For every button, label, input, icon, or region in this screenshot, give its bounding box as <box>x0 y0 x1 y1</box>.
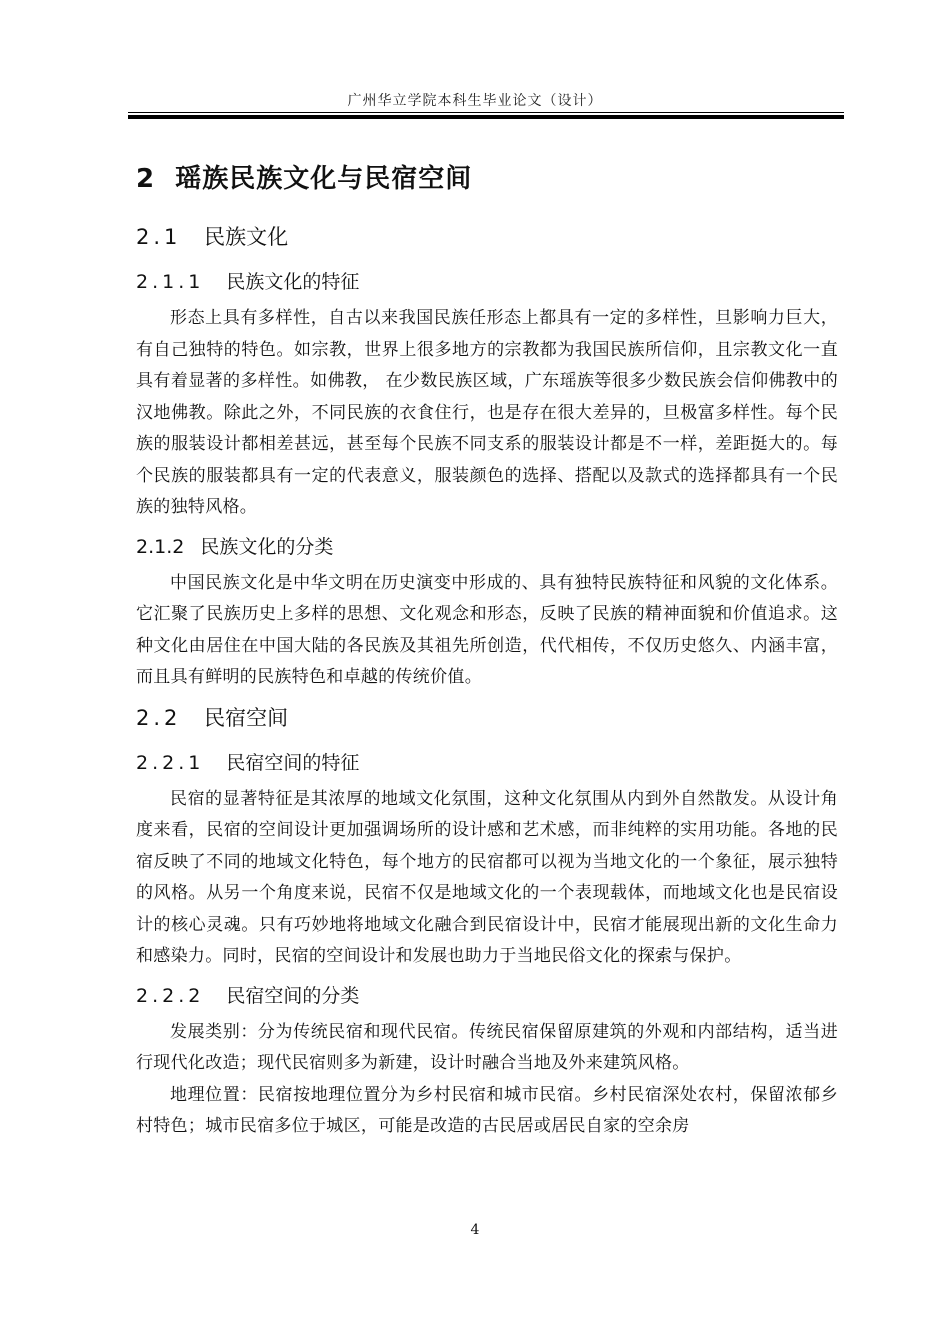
paragraph: 发展类别：分为传统民宿和现代民宿。传统民宿保留原建筑的外观和内部结构，适当进行现代化改造；现代民宿则多为新建，设计时融合当地及外来建筑风格。 <box>136 1021 838 1073</box>
page-body <box>136 155 838 1143</box>
paragraph: 地理位置：民宿按地理位置分为乡村民宿和城市民宿。乡村民宿深处农村，保留浓郁乡村特色；城市民宿多位于城区，可能是改造的古民居或居民自家的空余房 <box>136 1084 838 1136</box>
section-title: 民族文化 <box>204 225 289 249</box>
section-heading-2-2 <box>136 700 838 736</box>
section-title: 民宿空间 <box>204 705 289 730</box>
subsection-title: 民族文化的分类 <box>200 535 334 558</box>
subsection-title: 民宿空间的分类 <box>226 984 360 1007</box>
chapter-title: 瑶族民族文化与民宿空间 <box>175 164 473 194</box>
chapter-number: 2 <box>136 164 156 194</box>
page-number: 4 <box>470 1222 480 1238</box>
subsection-number: 2.2.2 <box>136 984 205 1007</box>
paragraph: 民宿的显著特征是其浓厚的地域文化氛围，这种文化氛围从内到外自然散发。从设计角度来看，民宿的空间设计更加强调场所的设计感和艺术感，而非纯粹的实用功能。各地的民宿反映了不同的地域文化特色，每个地方的民宿都可以视为当地文化的一个象征，展示独特的风格。从另一个角度来说，民宿不仅是地域文化的一个表现载体，而地域文化也是民宿设计的核心灵魂。只有巧妙地将地域文化融合到民宿设计中，民宿才能展现出新的文化生命力和感染力。同时，民宿的空间设计和发展也助力于当地民俗文化的探索与保护。 <box>136 788 838 966</box>
paragraph: 形态上具有多样性，自古以来我国民族任形态上都具有一定的多样性，旦影响力巨大，有自己独特的特色。如宗教，世界上很多地方的宗教都为我国民族所信仰，且宗教文化一直具有着显著的多样性。如佛教， 在少数民族区域，广东瑶族等很多少数民族会信仰佛教中的汉地佛教。除此之外，不同民族的衣食住行，也是存在很大差异的，旦极富多样性。每个民族的服装设计都相差甚远，甚至每个民族不同支系的服装设计都是不一样，差距挺大的。每个民族的服装都具有一定的代表意义，服装颜色的选择、搭配以及款式的选择都具有一个民族的独特风格。 <box>136 308 838 517</box>
subsection-title: 民宿空间的特征 <box>226 751 360 774</box>
subsection-heading-2-2-2 <box>136 979 838 1013</box>
header-rule-thick <box>128 115 844 119</box>
subsection-number: 2.2.1 <box>136 751 205 774</box>
section-number: 2.2 <box>136 705 182 730</box>
running-header: 广州华立学院本科生毕业论文（设计） <box>347 93 603 109</box>
subsection-title: 民族文化的特征 <box>226 271 360 293</box>
paragraph: 中国民族文化是中华文明在历史演变中形成的、具有独特民族特征和风貌的文化体系。它汇聚了民族历史上多样的思想、文化观念和形态，反映了民族的精神面貌和价值追求。这种文化由居住在中国大陆的各民族及其祖先所创造，代代相传，不仅历史悠久、内涵丰富，而且具有鲜明的民族特色和卓越的传统价值。 <box>136 572 838 687</box>
subsection-heading-2-2-1 <box>136 746 838 780</box>
section-number: 2.1 <box>136 225 182 249</box>
subsection-number: 2.1.1 <box>136 271 205 293</box>
subsection-heading-2-1-1 <box>136 265 838 299</box>
header-rule-thin <box>128 112 844 113</box>
section-heading-2-1 <box>136 219 838 255</box>
chapter-heading <box>136 155 838 203</box>
subsection-number: 2.1.2 <box>136 535 185 558</box>
subsection-heading-2-1-2 <box>136 530 838 564</box>
